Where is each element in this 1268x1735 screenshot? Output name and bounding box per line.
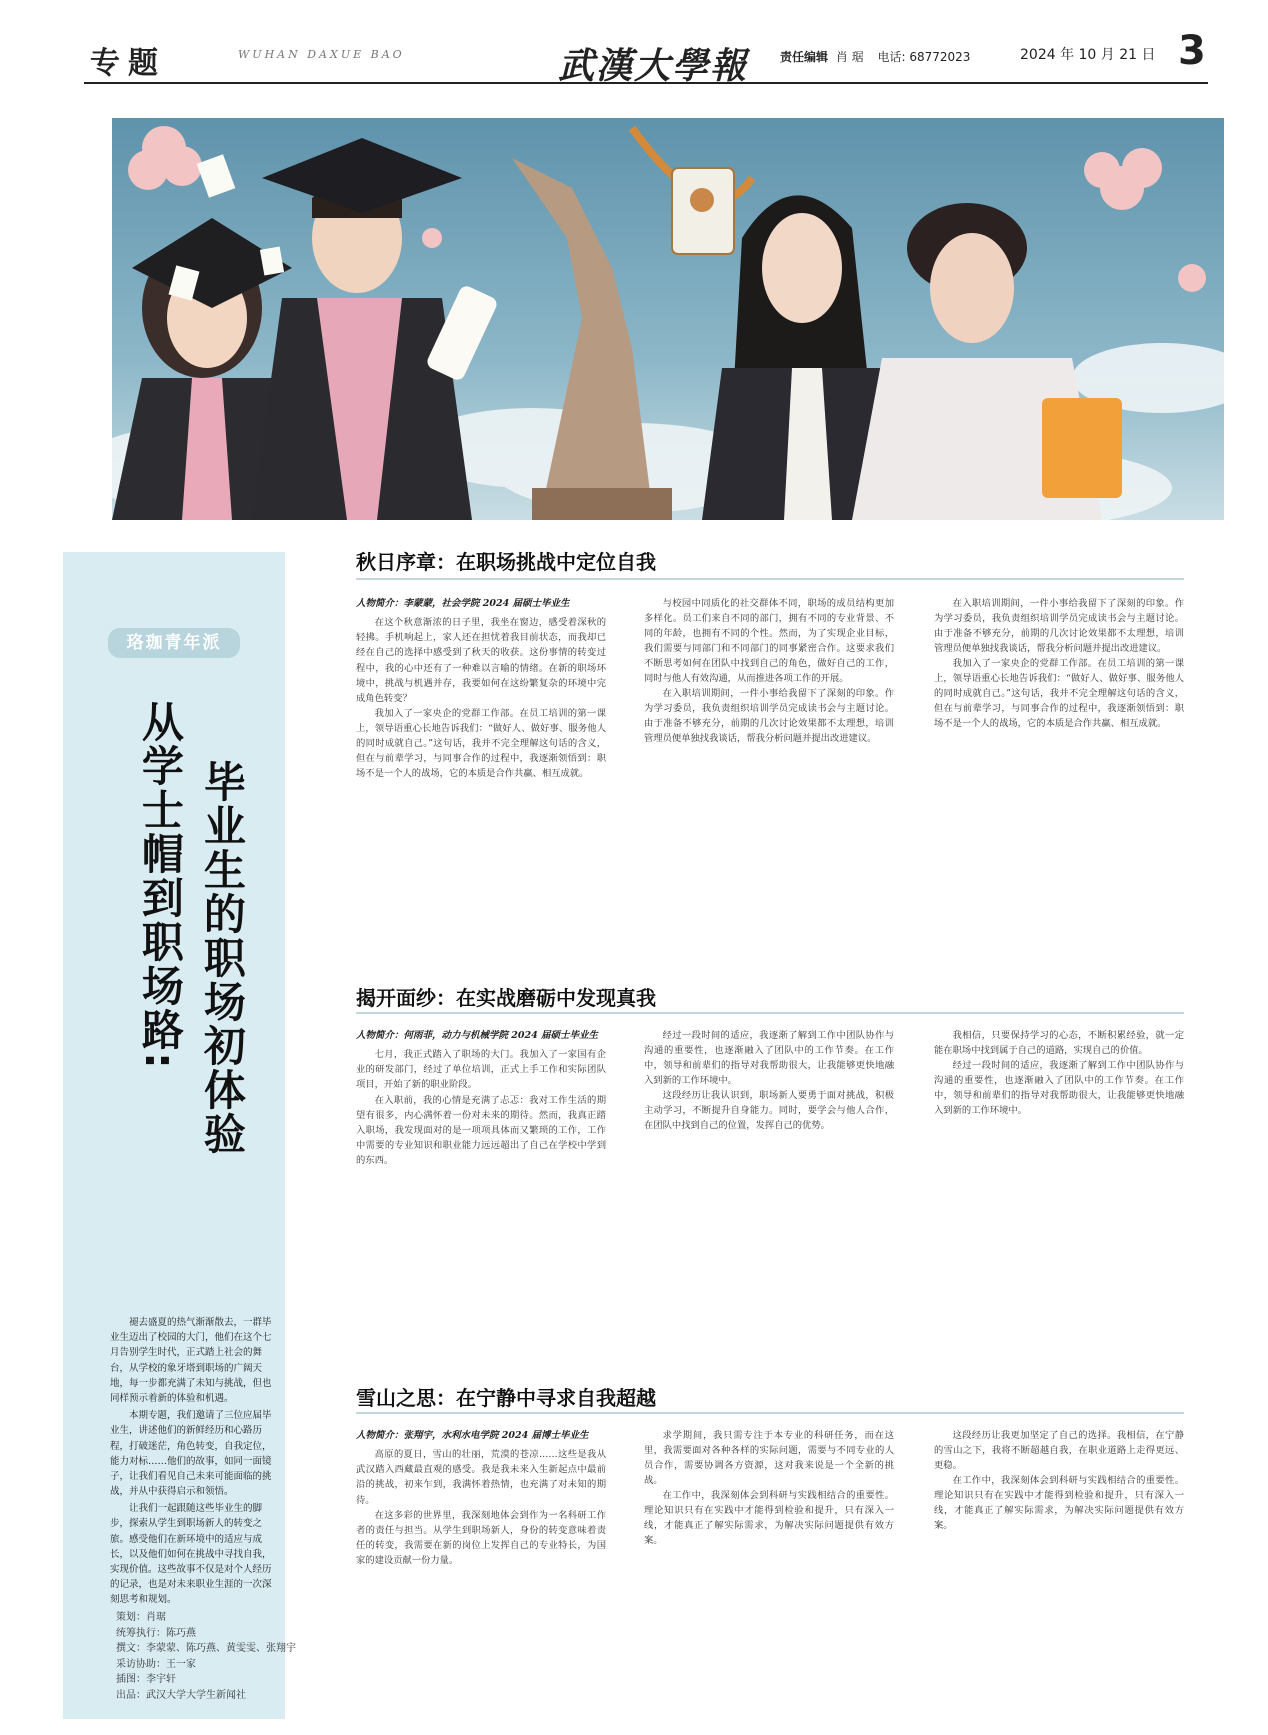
- credit-line: 插图：李宇轩: [116, 1674, 176, 1685]
- graduates-illustration: [112, 118, 1224, 520]
- article-paragraph: 我加入了一家央企的党群工作部。在员工培训的第一课上，领导语重心长地告诉我们：“做好人、做好事、服务他人的同时成就自己。”这句话，我并不完全理解这句话的含义，但在与前辈学习，与同事合作的过程中，我逐渐领悟到：职场不是一个人的战场，它的本质是合作共赢、相互成就。: [356, 707, 606, 779]
- hero-illustration: [112, 118, 1224, 520]
- editor-label: 责任编辑: [780, 50, 829, 64]
- intro-paragraph: 让我们一起跟随这些毕业生的脚步，探索从学生到职场新人的转变之旅。感受他们在新环境中的适应与成长，以及他们如何在挑战中寻找自我，实现价值。这些故事不仅是对个人经历的记录，也是对未来职业生涯的一次深刻思考和规划。: [110, 1503, 272, 1606]
- intro-paragraph: 本期专题，我们邀请了三位应届毕业生，讲述他们的新鲜经历和心路历程，打破迷茫，角色转变，自我定位，能力对标……他们的故事，如同一面镜子，让我们看见自己未来可能面临的挑战，并从中获得启示和领悟。: [110, 1410, 272, 1498]
- credits-block: [116, 1610, 296, 1703]
- article-paragraph: 这段经历让我认识到，职场新人要勇于面对挑战，积极主动学习，不断提升自身能力。同时，要学会与他人合作，在团队中找到自己的位置，发挥自己的优势。: [644, 1090, 894, 1132]
- article-column: [644, 596, 894, 936]
- paper-name: 武漢大學報: [558, 45, 749, 87]
- credit-line: 采访协助：王一家: [116, 1658, 196, 1670]
- article-paragraph: 我加入了一家央企的党群工作部。在员工培训的第一课上，领导语重心长地告诉我们：“做好人、做好事、服务他人的同时成就自己。”这句话，我并不完全理解这句话的含义，但在与前辈学习，与同事合作的过程中，我逐渐领悟到：职场不是一个人的战场，它的本质是合作共赢、相互成就。: [934, 658, 1184, 730]
- section-label: 专题: [90, 46, 166, 81]
- page-number: 3: [1178, 28, 1206, 74]
- credit-line: 策划：肖琚: [116, 1612, 166, 1623]
- article-paragraph: 在入职培训期间，一件小事给我留下了深刻的印象。作为学习委员，我负责组织培训学员完成读书会与主题讨论。由于准备不够充分，前期的几次讨论效果都不太理想，培训管理员便单独找我谈话，帮我分析问题并提出改进建议。: [644, 688, 894, 745]
- editor-name: 肖 琚: [835, 50, 864, 64]
- article-rule: [356, 1412, 1184, 1414]
- author-intro: 人物简介：张翔宇，水利水电学院 2024 届博士毕业生: [356, 1430, 589, 1441]
- article-column: [934, 1028, 1184, 1358]
- article-column: [644, 1028, 894, 1358]
- feature-title-line2: 从学士帽到职场路:: [135, 700, 185, 1071]
- article-column: [644, 1428, 894, 1718]
- article-rule: [356, 1012, 1184, 1014]
- article-rule: [356, 578, 1184, 580]
- feature-title-line1: 毕业生的职场初体验: [197, 760, 247, 1156]
- article-paragraph: 我相信，只要保持学习的心态，不断积累经验，就一定能在职场中找到属于自己的道路，实现自己的价值。: [934, 1030, 1184, 1057]
- article-column: [356, 1028, 606, 1358]
- article-paragraph: 在入职培训期间，一件小事给我留下了深刻的印象。作为学习委员，我负责组织培训学员完成读书会与主题讨论。由于准备不够充分，前期的几次讨论效果都不太理想，培训管理员便单独找我谈话，帮我分析问题并提出改进建议。: [934, 598, 1184, 655]
- editor-info: [780, 48, 980, 65]
- feature-intro: [110, 1315, 275, 1610]
- article-title: 秋日序章：在职场挑战中定位自我: [356, 550, 656, 574]
- article-paragraph: 与校园中同质化的社交群体不同，职场的成员结构更加多样化。员工们来自不同的部门，拥有不同的专业背景、不同的年龄，也拥有不同的个性。然而，为了实现企业目标，我们需要与同部门和不同部门的同事紧密合作。这要求我们不断思考如何在团队中找到自己的角色，做好自己的工作，同时与他人有效沟通，从而推进各项工作的开展。: [644, 598, 894, 685]
- editor-phone: 电话: 68772023: [877, 50, 971, 64]
- paper-pinyin: WUHAN DAXUE BAO: [238, 48, 405, 61]
- article-paragraph: 这段经历让我更加坚定了自己的选择。我相信，在宁静的雪山之下，我将不断超越自我，在职业道路上走得更远、更稳。: [934, 1430, 1184, 1472]
- article-column: [356, 1428, 606, 1718]
- article-paragraph: 在入职前，我的心情是充满了忐忑：我对工作生活的期望有很多，内心满怀着一份对未来的期待。然而，我真正踏入职场，我发现面对的是一项项具体而又繁琐的工作，工作中需要的专业知识和职业能力远远超出了自己在学校中学到的东西。: [356, 1094, 606, 1166]
- article-column: [356, 596, 606, 936]
- article-paragraph: 经过一段时间的适应，我逐渐了解到工作中团队协作与沟通的重要性，也逐渐融入了团队中的工作节奏。在工作中，领导和前辈们的指导对我帮助很大，让我能够更快地融入到新的工作环境中。: [934, 1060, 1184, 1117]
- credit-line: 出品：武汉大学大学生新闻社: [116, 1689, 246, 1701]
- article-paragraph: 在这个秋意渐浓的日子里，我坐在窗边，感受着深秋的轻拂。手机响起上，家人还在担忧着我目前状态，而我却已经在自己的选择中感受到了秋天的收获。这份事情的转变过程中，我的心中还有了一种难以言喻的情绪。在新的职场环境中，挑战与机遇并存，我要如何在这纷繁复杂的环境中完成角色转变？: [356, 617, 606, 704]
- article-title: 揭开面纱：在实战磨砺中发现真我: [356, 986, 656, 1010]
- article-paragraph: 求学期间，我只需专注于本专业的科研任务，而在这里，我需要面对各种各样的实际问题，需要与不同专业的人员合作，需要协调各方资源，这对我来说是一个全新的挑战。: [644, 1430, 894, 1487]
- folder-icon: [1042, 398, 1122, 498]
- article-paragraph: 在这多彩的世界里，我深刻地体会到作为一名科研工作者的责任与担当。从学生到职场新人，身份的转变意味着责任的转变，我需要在新的岗位上发挥自己的专业特长，为国家的建设贡献一份力量。: [356, 1509, 606, 1566]
- article-paragraph: 七月，我正式踏入了职场的大门。我加入了一家国有企业的研发部门，经过了单位培训，正式上手工作和实际团队项目，开始了新的职业阶段。: [356, 1049, 606, 1091]
- column-tag: 珞珈青年派: [108, 628, 240, 658]
- intro-paragraph: 褪去盛夏的热气渐渐散去，一群毕业生迈出了校园的大门，他们在这个七月告别学生时代，正式踏上社会的舞台，从学校的象牙塔到职场的广阔天地，每一步都充满了未知与挑战，但也同样预示着新的体验和机遇。: [110, 1317, 272, 1404]
- article-title: 雪山之思：在宁静中寻求自我超越: [356, 1386, 656, 1410]
- issue-date: 2024 年 10 月 21 日: [1020, 47, 1156, 63]
- article-paragraph: 高原的夏日，雪山的壮丽，荒漠的苍凉……这些是我从武汉踏入西藏最直观的感受。我是我未来入生新起点中最前沿的挑战，初来乍到，我满怀着热情，也充满了对未知的期待。: [356, 1449, 606, 1506]
- article-column: [934, 1428, 1184, 1718]
- credit-line: 撰文：李蒙蒙、陈巧燕、黄雯雯、张翔宇: [116, 1643, 296, 1654]
- credit-line: 统筹执行：陈巧燕: [116, 1627, 196, 1639]
- author-intro: 人物简介：李蒙蒙，社会学院 2024 届硕士毕业生: [356, 598, 570, 609]
- article-paragraph: 在工作中，我深刻体会到科研与实践相结合的重要性。理论知识只有在实践中才能得到检验和提升，只有深入一线，才能真正了解实际需求，为解决实际问题提供有效方案。: [644, 1490, 894, 1547]
- article-column: [934, 596, 1184, 936]
- article-paragraph: 在工作中，我深刻体会到科研与实践相结合的重要性。理论知识只有在实践中才能得到检验和提升，只有深入一线，才能真正了解实际需求，为解决实际问题提供有效方案。: [934, 1475, 1184, 1532]
- article-paragraph: 经过一段时间的适应，我逐渐了解到工作中团队协作与沟通的重要性，也逐渐融入了团队中的工作节奏。在工作中，领导和前辈们的指导对我帮助很大，让我能够更快地融入到新的工作环境中。: [644, 1030, 894, 1087]
- author-intro: 人物简介：何雨菲，动力与机械学院 2024 届硕士毕业生: [356, 1030, 599, 1041]
